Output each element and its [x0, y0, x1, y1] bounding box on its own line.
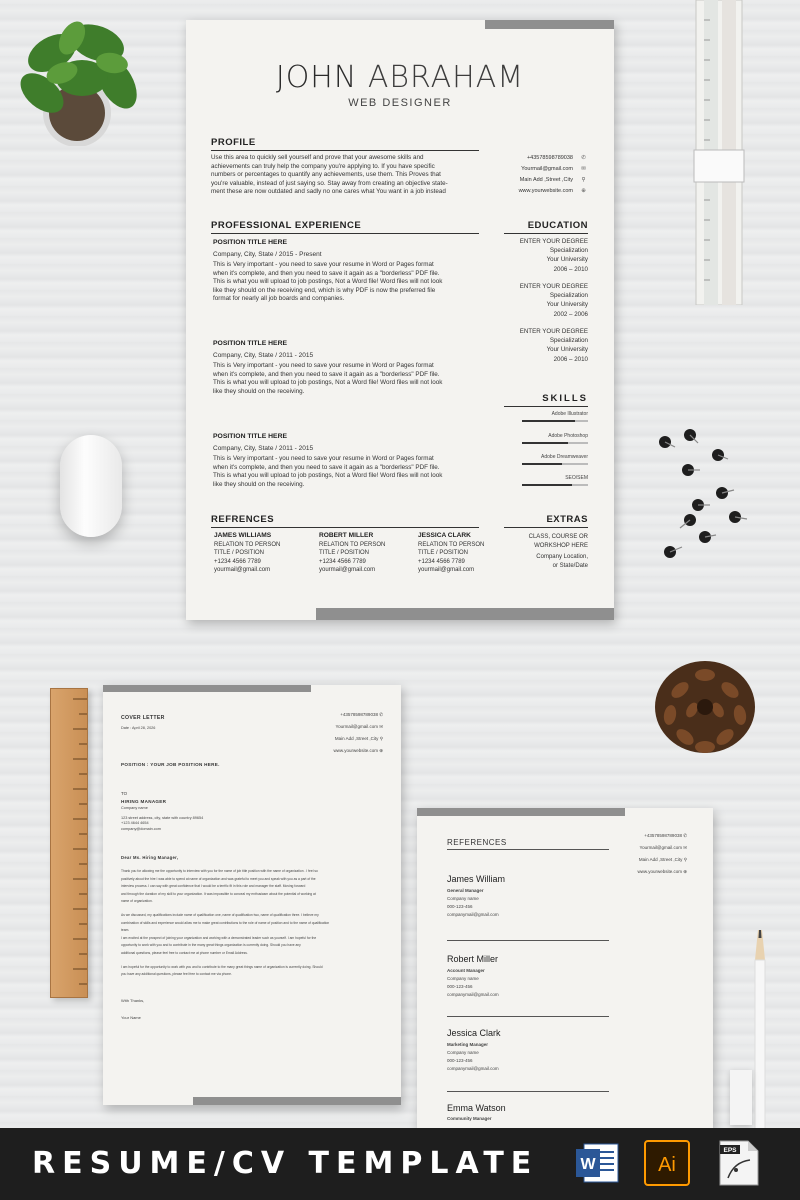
pinecone-image — [650, 655, 760, 760]
experience-1-sub: Company, City, State / 2015 - Present — [213, 251, 322, 258]
cover-to: TO — [121, 791, 128, 796]
cover-letter-page — [103, 685, 401, 1105]
skills-heading: SKILLS — [504, 393, 588, 407]
cover-position: POSITION : YOUR JOB POSITION HERE. — [121, 762, 220, 767]
education-item: ENTER YOUR DEGREE Specialization Your University 2006 – 2010 — [519, 328, 588, 363]
extras-text: CLASS, COURSE OR WORKSHOP HERE Company Location, or State/Date — [528, 534, 588, 569]
education-item: ENTER YOUR DEGREE Specialization Your University 2006 – 2010 — [519, 238, 588, 273]
reference-details: Marketing Manager Company name 000-123-456 companymail@gmail.com — [447, 1042, 499, 1071]
reference-details: Community Manager — [447, 1116, 492, 1121]
top-accent-bar — [417, 808, 625, 816]
resume-name: JOHN ABRAHAM — [275, 60, 525, 95]
svg-text:W: W — [580, 1156, 596, 1173]
reference-name: Emma Watson — [447, 1103, 506, 1113]
skill-label: Adobe Illustrator — [551, 411, 588, 417]
scale-ruler-image — [690, 0, 748, 305]
references-page — [417, 808, 713, 1130]
divider — [447, 940, 609, 941]
refs-contact-phone: +43578598789038 ✆ — [644, 833, 687, 838]
illustrator-icon — [644, 1140, 690, 1186]
skill-label: SEO/SEM — [565, 475, 588, 481]
top-accent-bar — [103, 685, 311, 692]
phone-icon: ✆ — [581, 155, 586, 161]
refs-contact-website: www.yourwebsite.com ⊕ — [637, 869, 687, 874]
profile-heading: PROFILE — [211, 137, 479, 151]
skill-bar — [522, 463, 588, 465]
cover-letter-date: Date : April 28, 2026 — [121, 726, 156, 730]
reference-name: James William — [447, 874, 506, 884]
eps-file-icon — [714, 1140, 760, 1186]
cover-salutation: Dear Ms. Hiring Manager, — [121, 855, 179, 860]
skill-bar — [522, 442, 588, 444]
skill-bar — [522, 484, 588, 486]
reference-name: Jessica Clark — [447, 1028, 501, 1038]
reference-details: Account Manager Company name 000-123-456 companymail@gmail.com — [447, 968, 499, 997]
resume-page — [186, 20, 614, 620]
push-pins-image — [650, 425, 760, 565]
cover-letter-heading: COVER LETTER — [121, 715, 165, 721]
wooden-ruler-image — [50, 688, 88, 998]
experience-2-title: POSITION TITLE HERE — [213, 340, 288, 347]
references-heading: REFRENCES — [211, 514, 479, 528]
contact-email: Yourmail@gmail.com ✉ — [521, 166, 588, 172]
resume-job-title: WEB DESIGNER — [348, 97, 452, 109]
mail-icon: ✉ — [683, 845, 687, 850]
cover-closing: With Thanks, — [121, 998, 145, 1003]
extras-heading: EXTRAS — [504, 514, 588, 528]
globe-icon: ⊕ — [683, 869, 687, 874]
computer-mouse-image — [60, 435, 122, 537]
experience-2-sub: Company, City, State / 2011 - 2015 — [213, 352, 314, 359]
bottom-accent-bar — [193, 1097, 401, 1105]
divider — [447, 1016, 609, 1017]
contact-website: www.yourwebsite.com ⊕ — [519, 188, 588, 194]
education-heading: EDUCATION — [504, 220, 588, 234]
svg-text:Ai: Ai — [658, 1154, 676, 1176]
reference-item: JAMES WILLIAMS RELATION TO PERSON TITLE / POSITION +1234 4566 7789 yourmail@gmail.com — [214, 532, 281, 573]
cover-contact-phone: +43578598789038 ✆ — [340, 712, 383, 717]
bottom-accent-bar — [316, 608, 614, 620]
location-pin-icon: ⚲ — [683, 857, 687, 862]
reference-item: JESSICA CLARK RELATION TO PERSON TITLE / POSITION +1234 4566 7789 yourmail@gmail.com — [418, 532, 485, 573]
word-icon — [574, 1140, 620, 1186]
mail-icon: ✉ — [379, 724, 383, 729]
education-item: ENTER YOUR DEGREE Specialization Your University 2002 – 2006 — [519, 283, 588, 318]
skill-label: Adobe Dreamweaver — [541, 454, 588, 460]
globe-icon: ⊕ — [379, 748, 383, 753]
footer-banner — [0, 1128, 800, 1200]
cover-recipient-details: Company name 123 street address, city, state with country 89654 +123 4644 4654 company@domain.com — [121, 806, 204, 831]
experience-3-sub: Company, City, State / 2011 - 2015 — [213, 445, 314, 452]
reference-details: General Manager Company name 000-123-456 companymail@gmail.com — [447, 888, 499, 917]
mail-icon: ✉ — [581, 166, 586, 172]
contact-address: Main Add ,Street ,City ⚲ — [520, 177, 588, 183]
experience-2-text: This is Very important - you need to save your resume in Word or Pages format when it's complete, and then you need to save it again as a "borderless" PDF file. This is what you will upload to job postings, Not a Word file! Word files will not look like they should on the receiving. — [213, 362, 443, 395]
ruler-ticks-icon — [51, 689, 87, 997]
contact-phone: +43578598789038 ✆ — [527, 155, 588, 161]
refs-contact-email: Yourmail@gmail.com ✉ — [639, 845, 687, 850]
svg-text:EPS: EPS — [723, 1147, 737, 1154]
experience-1-title: POSITION TITLE HERE — [213, 239, 288, 246]
experience-3-title: POSITION TITLE HERE — [213, 433, 288, 440]
cover-contact-address: Main Add ,Street ,City ⚲ — [334, 736, 383, 741]
phone-icon: ✆ — [379, 712, 383, 717]
refs-contact-address: Main Add ,Street ,City ⚲ — [638, 857, 687, 862]
cover-contact-website: www.yourwebsite.com ⊕ — [333, 748, 383, 753]
reference-name: Robert Miller — [447, 954, 499, 964]
globe-icon: ⊕ — [581, 188, 586, 194]
location-pin-icon: ⚲ — [379, 736, 383, 741]
experience-heading: PROFESSIONAL EXPERIENCE — [211, 220, 479, 234]
experience-1-text: This is Very important - you need to save your resume in Word or Pages format when it's complete, and then you need to save it again as a "borderless" PDF file. This is what you will upload to job postings, Not a Word file! Word files will not look like they should on the receiving end, which is why PDF is now the preferred file format for nearly all job boards and companies. — [213, 261, 443, 303]
eraser-image — [730, 1070, 752, 1125]
pencil-image — [748, 930, 776, 1130]
cover-signature: Your Name — [121, 1015, 141, 1020]
phone-icon: ✆ — [683, 833, 687, 838]
footer-title: RESUME/CV TEMPLATE — [32, 1146, 539, 1181]
divider — [447, 1091, 609, 1092]
experience-3-text: This is Very important - you need to save your resume in Word or Pages format when it's complete, and then you need to save it again as a "borderless" PDF file. This is what you will upload to job postings, Not a Word file! Word files will not look like they should on the receiving. — [213, 455, 443, 488]
divider — [447, 849, 609, 850]
potted-plant-image — [12, 8, 157, 146]
references-page-heading: REFERENCES — [447, 838, 507, 847]
location-pin-icon: ⚲ — [581, 177, 586, 183]
skill-label: Adobe Photoshop — [548, 433, 588, 439]
reference-item: ROBERT MILLER RELATION TO PERSON TITLE / POSITION +1234 4566 7789 yourmail@gmail.com — [319, 532, 386, 573]
skill-bar — [522, 420, 588, 422]
profile-text: Use this area to quickly sell yourself and prove that your awesome skills and achievements can truly help the company you're applying to. If you have specific numbers or percentages to quantify any achievements, use them. This Proves that you're valuable, instead of just saying so. Stay away from creating an objective state- ment these are now outdated and sadly no one cares what You want in a job instead — [211, 154, 448, 196]
cover-contact-email: Yourmail@gmail.com ✉ — [335, 724, 383, 729]
cover-body: Thank you for allowing me the opportunity to interview with you for the name of job title position with the name of organization . I feel so positively about the hire I was able to spend at name of organization and was grateful to meet you and speak with you as a part of the interview process. I can say with great confidence that I would be a terrific fit in this role and manager the staff. Moving forward and through the duration of my skill to your organization. It was impossible to conceal my enthusiasm about the potential of working at name of organization. As we discussed, my qualifications include name of qualification one, name of qualification two, name of qualification three. I believe my combination of skills and experience would allow me to make great contributions to the role of name of position and to the name of qualification team. I am excited at the prospect of joining your organization and working with a demonstrated leader such as yourself. I am hopeful for the opportunity to work with you and to contribute in the many great things organization is currently doing. Should you have any additional questions, please feel free to contact me at phone number or Email Address. I am hopeful for the opportunity to work with you and to contribute to the many great things name of organization is currently doing. Should you have any additional questions, please feel free to contact me via phone. — [121, 869, 330, 977]
cover-recipient: HIRING MANAGER — [121, 799, 167, 804]
